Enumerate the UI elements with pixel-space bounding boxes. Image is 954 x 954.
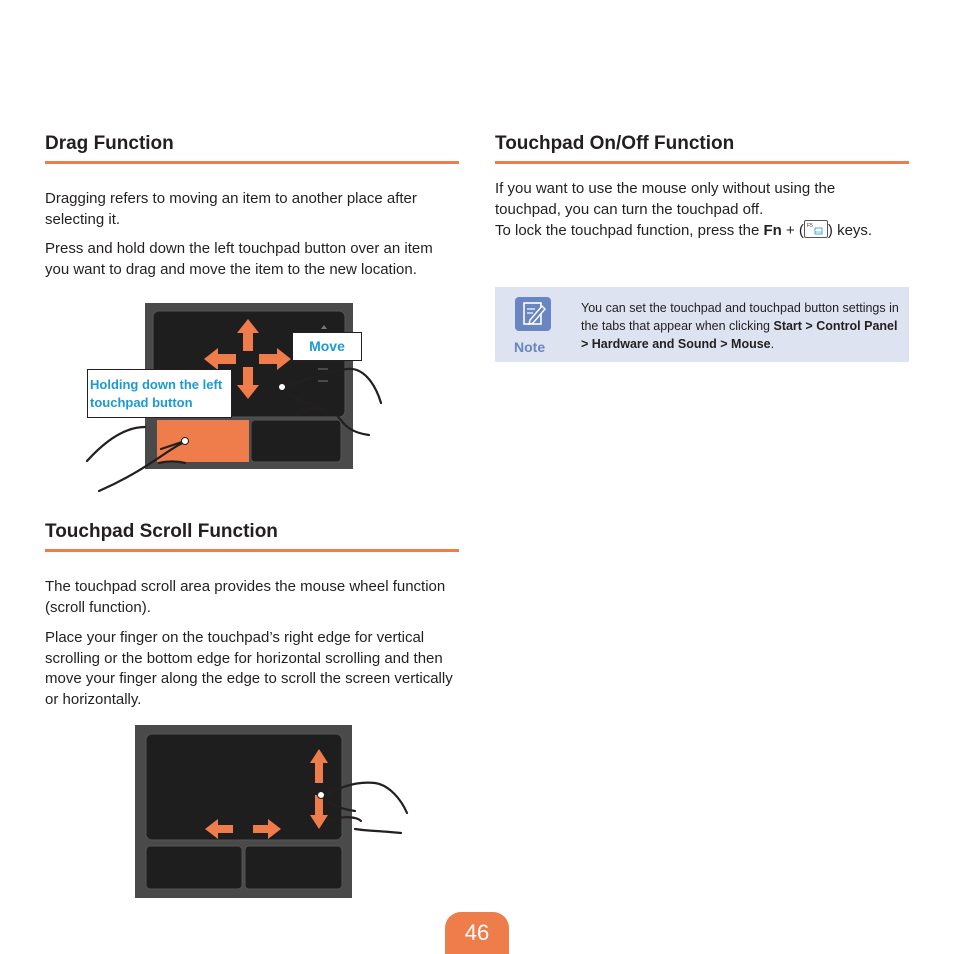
note-text-suffix: . [770,337,775,351]
right-touchpad-button [251,420,341,462]
hold-callout-line-1: Holding down the left [90,377,223,392]
note-label: Note [514,339,546,355]
svg-text:F5: F5 [806,223,813,229]
scroll-paragraph-1: The touchpad scroll area provides the mouse wheel function (scroll function). [45,578,446,616]
drag-paragraph-1: Dragging refers to moving an item to another place after selecting it. [45,190,417,228]
fn-key-label: Fn [763,222,782,239]
hold-callout-line-2: touchpad button [90,395,193,410]
hold-button-callout [87,369,232,418]
onoff-paragraph-2 [495,220,909,242]
drag-paragraph-2: Press and hold down the left touchpad button over an item you want to drag and move the item to the new location. [45,240,433,278]
note-text-prefix: You can set the touchpad and touchpad button settings in the tabs that appear when clicking [581,301,899,333]
onoff-function-heading: Touchpad On/Off Function [495,133,909,164]
move-callout-label: Move [309,338,345,354]
note-text-path: Start > Control Panel > Hardware and Sound > Mouse [581,319,898,351]
note-box [495,287,909,362]
note-text [581,299,906,353]
page-number: 46 [445,912,509,954]
left-touchpad-button [146,846,242,889]
onoff-p2-plus: + ( [781,222,804,239]
scroll-touchpad-illustration [135,725,410,898]
right-touchpad-button [245,846,342,889]
drag-function-heading: Drag Function [45,133,459,164]
touchpad-lock-key-icon [804,220,828,238]
move-callout [292,332,362,361]
left-touchpad-button [157,420,249,462]
onoff-p2-suffix: ) keys. [827,222,873,239]
pencil-note-icon [515,297,551,331]
scroll-paragraph-2: Place your finger on the touchpad’s right edge for vertical scrolling or the bottom edge for horizontal scrolling and then move your finger along the edge to scroll the screen vertically or horizontally. [45,629,453,708]
touchpad-surface [146,734,342,840]
onoff-p2-prefix: To lock the touchpad function, press the [495,222,764,239]
onoff-paragraph-1: If you want to use the mouse only without using the touchpad, you can turn the touchpad off. [495,180,836,218]
scroll-function-heading: Touchpad Scroll Function [45,521,459,552]
